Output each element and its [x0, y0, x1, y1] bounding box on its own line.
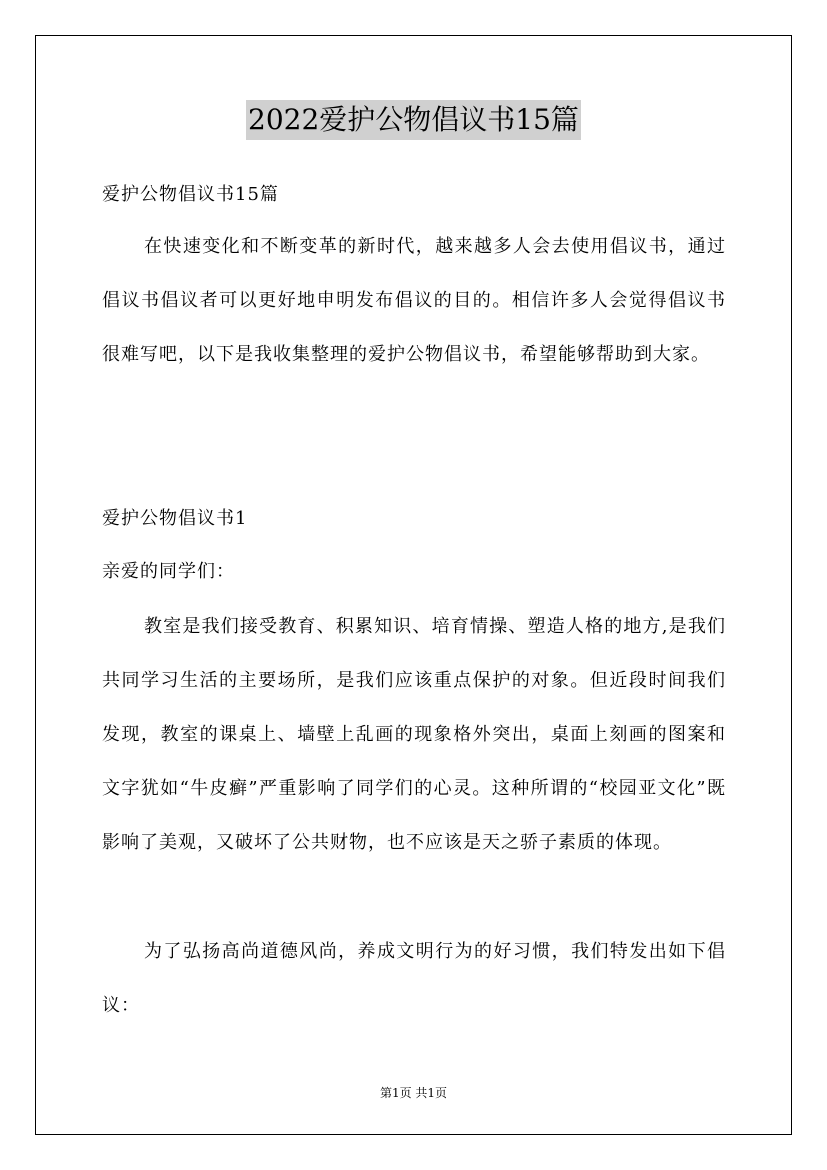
body-paragraph: 教室是我们接受教育、积累知识、培育情操、塑造人格的地方,是我们共同学习生活的主要场所，是我们应该重点保护的对象。但近段时间我们发现，教室的课桌上、墙壁上乱画的现象格外突出，桌面上刻画的图案和文字犹如“牛皮癣”严重影响了同学们的心灵。这种所谓的“校园亚文化”既影响了美观，又破坏了公共财物，也不应该是天之骄子素质的体现。: [102, 616, 726, 853]
body-paragraph-closing: 为了弘扬高尚道德风尚，养成文明行为的好习惯，我们特发出如下倡议：: [102, 941, 726, 1016]
page-footer: 第1页 共1页: [379, 1086, 448, 1100]
document-title: 2022爱护公物倡议书15篇: [246, 100, 581, 140]
section-heading: 爱护公物倡议书1: [102, 508, 248, 529]
document-subtitle: 爱护公物倡议书15篇: [102, 184, 279, 205]
greeting-line: 亲爱的同学们：: [102, 561, 235, 582]
intro-paragraph: 在快速变化和不断变革的新时代，越来越多人会去使用倡议书，通过倡议书倡议者可以更好地申明发布倡议的目的。相信许多人会觉得倡议书很难写吧，以下是我收集整理的爱护公物倡议书，希望能够帮助到大家。: [102, 236, 726, 365]
title-container: [0, 100, 827, 140]
